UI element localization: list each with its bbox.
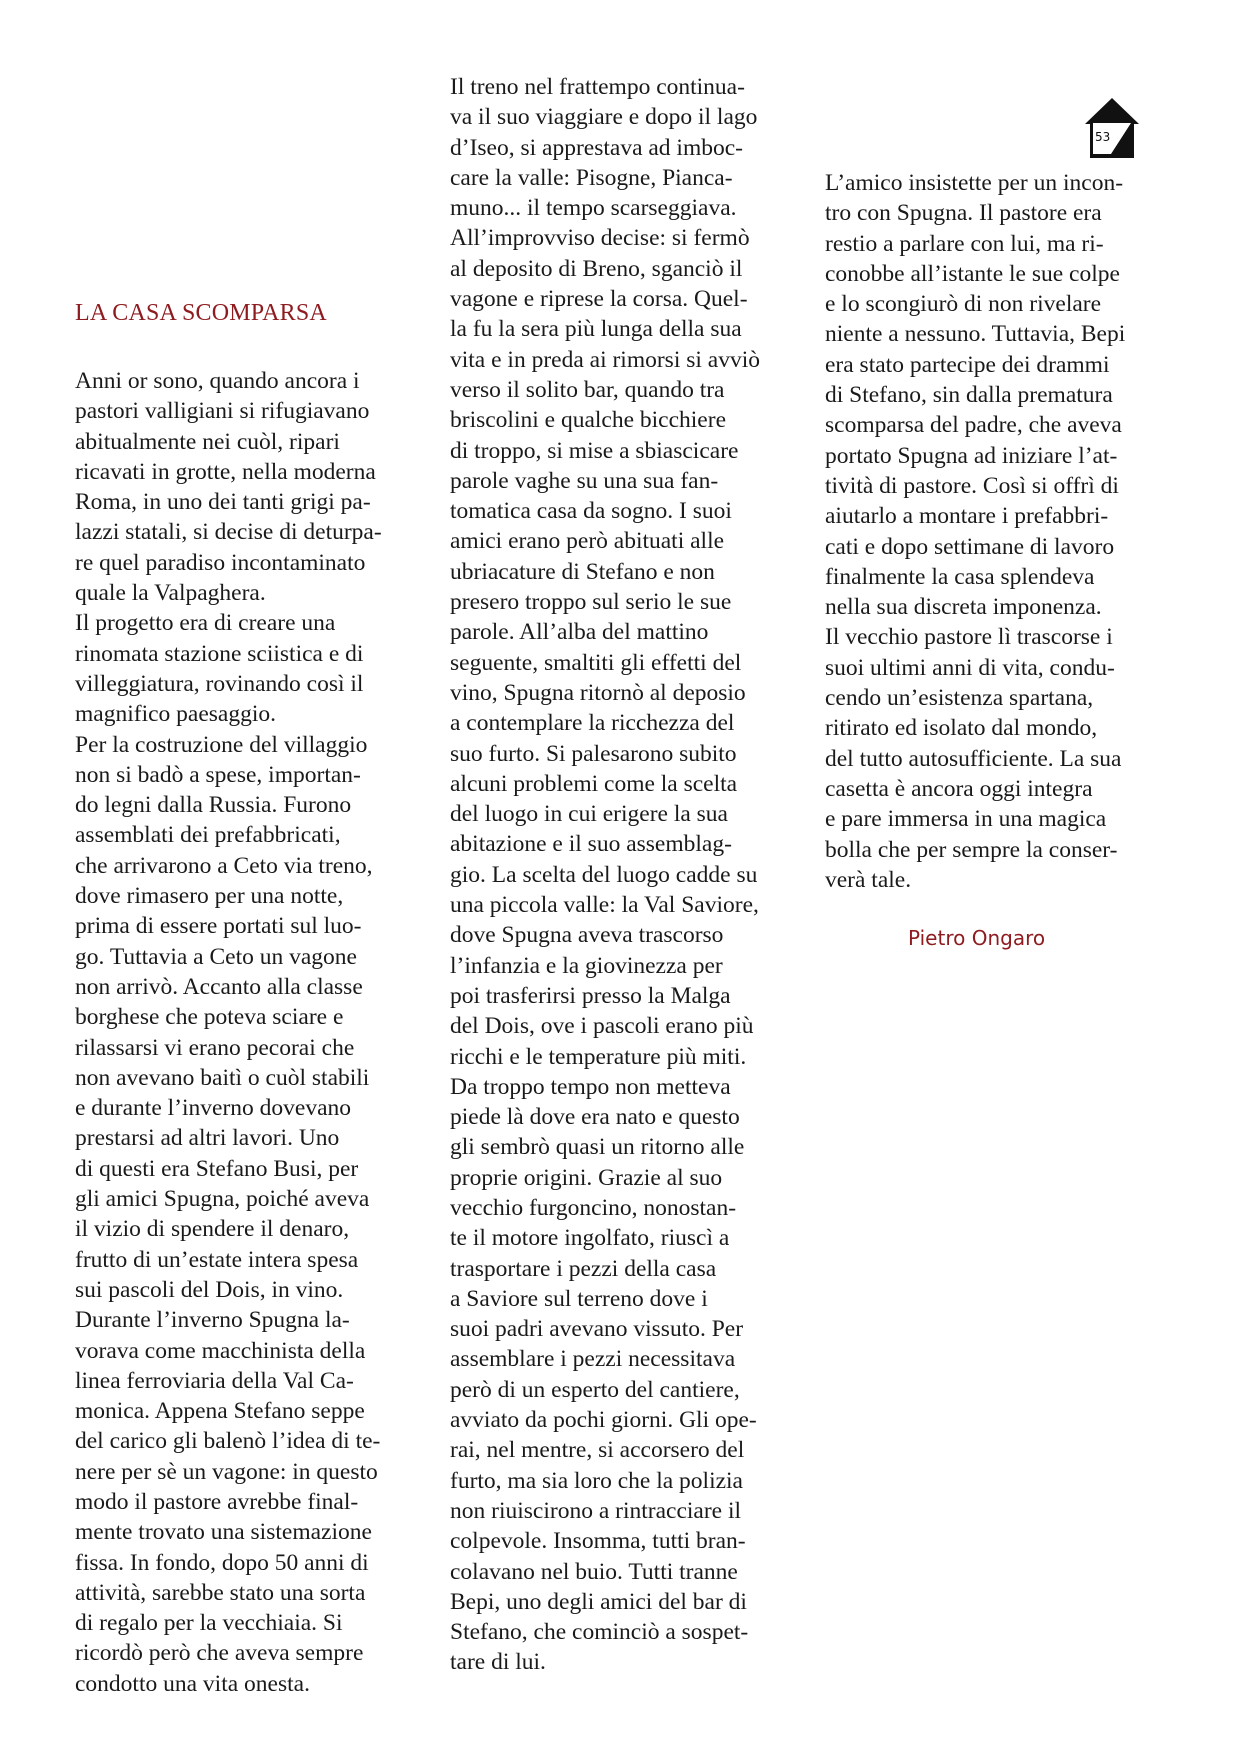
text-line: ricchi e le temperature più miti. bbox=[450, 1043, 747, 1070]
text-line: condotto una vita onesta. bbox=[75, 1670, 310, 1697]
text-line: restio a parlare con lui, ma ri- bbox=[825, 230, 1104, 257]
text-line: colpevole. Insomma, tutti bran- bbox=[450, 1528, 746, 1555]
text-line: finalmente la casa splendeva bbox=[825, 563, 1095, 590]
text-line: prestarsi ad altri lavori. Uno bbox=[75, 1125, 340, 1152]
text-line: gli amici Spugna, poiché aveva bbox=[75, 1186, 370, 1213]
text-line: ricordò però che aveva sempre bbox=[75, 1640, 364, 1667]
text-line: furto, ma sia loro che la polizia bbox=[450, 1467, 743, 1494]
text-line: Roma, in uno dei tanti grigi pa- bbox=[75, 489, 371, 516]
text-line: fissa. In fondo, dopo 50 anni di bbox=[75, 1549, 369, 1576]
text-line: di Stefano, sin dalla prematura bbox=[825, 382, 1113, 409]
text-line: cati e dopo settimane di lavoro bbox=[825, 533, 1115, 560]
text-line: al deposito di Breno, sganciò il bbox=[450, 255, 743, 282]
text-line: prima di essere portati sul luo- bbox=[75, 913, 362, 940]
text-line: nere per sè un vagone: in questo bbox=[75, 1458, 378, 1485]
text-line: del luogo in cui erigere la sua bbox=[450, 801, 728, 828]
text-line: scomparsa del padre, che aveva bbox=[825, 412, 1122, 439]
text-line: Stefano, che cominciò a sospet- bbox=[450, 1619, 749, 1646]
text-line: non avevano baitì o cuòl stabili bbox=[75, 1064, 370, 1091]
text-line: bolla che per sempre la conser- bbox=[825, 836, 1118, 863]
text-line: Per la costruzione del villaggio bbox=[75, 731, 368, 758]
text-line: L’amico insistette per un incon- bbox=[825, 170, 1124, 196]
text-line: parole vaghe su una sua fan- bbox=[450, 467, 719, 494]
text-line: a Saviore sul terreno dove i bbox=[450, 1285, 708, 1312]
article-title: LA CASA SCOMPARSA bbox=[75, 300, 327, 326]
text-line: borghese che poteva sciare e bbox=[75, 1004, 344, 1031]
text-line: abitualmente nei cuòl, ripari bbox=[75, 428, 340, 455]
text-line: tomatica casa da sogno. I suoi bbox=[450, 498, 732, 525]
text-line: piede là dove era nato e questo bbox=[450, 1104, 740, 1131]
text-line: Da troppo tempo non metteva bbox=[450, 1073, 731, 1100]
text-line: vecchio furgoncino, nonostan- bbox=[450, 1194, 737, 1221]
text-line: verso il solito bar, quando tra bbox=[450, 376, 725, 403]
text-line: del tutto autosufficiente. La sua bbox=[825, 745, 1122, 772]
text-line: magnifico paesaggio. bbox=[75, 701, 276, 728]
text-line: All’improvviso decise: si fermò bbox=[450, 225, 750, 252]
text-line: suoi padri avevano vissuto. Per bbox=[450, 1316, 744, 1343]
text-line: gio. La scelta del luogo cadde su bbox=[450, 861, 758, 888]
text-line: non riuiscirono a rintracciare il bbox=[450, 1497, 742, 1524]
text-line: vino, Spugna ritornò al deposio bbox=[450, 679, 746, 706]
text-line: non si badò a spese, importan- bbox=[75, 761, 361, 788]
text-line: mente trovato una sistemazione bbox=[75, 1519, 372, 1546]
text-line: non arrivò. Accanto alla classe bbox=[75, 973, 363, 1000]
page-number-badge bbox=[1084, 96, 1140, 160]
text-line: briscolini e qualche bicchiere bbox=[450, 407, 726, 434]
text-column-1 bbox=[75, 366, 382, 1699]
text-line: pastori valligiani si rifugiavano bbox=[75, 398, 370, 425]
text-line: a contemplare la ricchezza del bbox=[450, 710, 735, 737]
text-line: va il suo viaggiare e dopo il lago bbox=[450, 104, 758, 131]
text-line: dove Spugna aveva trascorso bbox=[450, 922, 724, 949]
text-line: muno... il tempo scarseggiava. bbox=[450, 195, 737, 222]
text-line: vita e in preda ai rimorsi si avviò bbox=[450, 346, 760, 373]
text-line: conobbe all’istante le sue colpe bbox=[825, 260, 1120, 287]
text-line: che arrivarono a Ceto via treno, bbox=[75, 852, 373, 879]
text-line: e pare immersa in una magica bbox=[825, 806, 1107, 833]
text-line: Anni or sono, quando ancora i bbox=[75, 368, 360, 394]
text-line: Il progetto era di creare una bbox=[75, 610, 336, 637]
text-line: gli sembrò quasi un ritorno alle bbox=[450, 1134, 745, 1161]
text-line: del Dois, ove i pascoli erano più bbox=[450, 1013, 754, 1040]
text-line: e lo scongiurò di non rivelare bbox=[825, 291, 1102, 318]
text-line: alcuni problemi come la scelta bbox=[450, 770, 738, 797]
text-line: quale la Valpaghera. bbox=[75, 580, 266, 607]
text-line: seguente, smaltiti gli effetti del bbox=[450, 649, 742, 676]
text-line: niente a nessuno. Tuttavia, Bepi bbox=[825, 321, 1126, 348]
text-line: ricavati in grotte, nella moderna bbox=[75, 458, 376, 485]
text-column-3 bbox=[825, 168, 1125, 895]
text-line: dove rimasero per una notte, bbox=[75, 883, 344, 910]
text-line: suo furto. Si palesarono subito bbox=[450, 740, 737, 767]
text-line: poi trasferirsi presso la Malga bbox=[450, 982, 731, 1009]
text-line: parole. All’alba del mattino bbox=[450, 619, 709, 646]
text-line: una piccola valle: la Val Saviore, bbox=[450, 892, 759, 919]
text-line: Il vecchio pastore lì trascorse i bbox=[825, 624, 1113, 651]
author-name: Pietro Ongaro bbox=[908, 926, 1046, 950]
text-line: abitazione e il suo assemblag- bbox=[450, 831, 732, 858]
text-line: trasportare i pezzi della casa bbox=[450, 1255, 717, 1282]
text-line: e durante l’inverno dovevano bbox=[75, 1095, 352, 1122]
text-line: aiutarlo a montare i prefabbri- bbox=[825, 503, 1109, 530]
text-line: Bepi, uno degli amici del bar di bbox=[450, 1588, 747, 1615]
text-line: il vizio di spendere il denaro, bbox=[75, 1216, 350, 1243]
text-line: rilassarsi vi erano pecorai che bbox=[75, 1034, 355, 1061]
text-line: do legni dalla Russia. Furono bbox=[75, 792, 352, 819]
text-line: assemblati dei prefabbricati, bbox=[75, 822, 341, 849]
text-line: nella sua discreta imponenza. bbox=[825, 594, 1102, 621]
text-line: era stato partecipe dei drammi bbox=[825, 351, 1110, 378]
text-line: linea ferroviaria della Val Ca- bbox=[75, 1367, 354, 1394]
text-line: verà tale. bbox=[825, 866, 912, 893]
text-line: di regalo per la vecchiaia. Si bbox=[75, 1610, 343, 1637]
text-line: amici erano però abituati alle bbox=[450, 528, 725, 555]
text-line: rai, nel mentre, si accorsero del bbox=[450, 1437, 745, 1464]
text-line: casetta è ancora oggi integra bbox=[825, 775, 1093, 802]
text-line: care la valle: Pisogne, Pianca- bbox=[450, 164, 733, 191]
text-line: ubriacature di Stefano e non bbox=[450, 558, 715, 585]
text-line: la fu la sera più lunga della sua bbox=[450, 316, 742, 343]
text-line: presero troppo sul serio le sue bbox=[450, 589, 732, 616]
text-line: cendo un’esistenza spartana, bbox=[825, 685, 1094, 712]
text-line: ritirato ed isolato dal mondo, bbox=[825, 715, 1098, 742]
text-line: proprie origini. Grazie al suo bbox=[450, 1164, 723, 1191]
text-line: lazzi statali, si decise di deturpa- bbox=[75, 519, 382, 546]
text-line: tività di pastore. Così si offrì di bbox=[825, 472, 1119, 499]
text-line: sui pascoli del Dois, in vino. bbox=[75, 1276, 344, 1303]
text-line: tro con Spugna. Il pastore era bbox=[825, 200, 1102, 227]
text-line: attività, sarebbe stato una sorta bbox=[75, 1579, 366, 1606]
text-line: re quel paradiso incontaminato bbox=[75, 549, 366, 576]
text-line: però di un esperto del cantiere, bbox=[450, 1376, 740, 1403]
text-line: di troppo, si mise a sbiascicare bbox=[450, 437, 739, 464]
text-line: Durante l’inverno Spugna la- bbox=[75, 1307, 350, 1334]
text-line: Il treno nel frattempo continua- bbox=[450, 74, 745, 100]
text-line: go. Tuttavia a Ceto un vagone bbox=[75, 943, 357, 970]
text-line: vorava come macchinista della bbox=[75, 1337, 366, 1364]
text-line: del carico gli balenò l’idea di te- bbox=[75, 1428, 381, 1455]
text-line: d’Iseo, si apprestava ad imboc- bbox=[450, 134, 743, 161]
page-number: 53 bbox=[1095, 130, 1111, 144]
text-line: colavano nel buio. Tutti tranne bbox=[450, 1558, 738, 1585]
text-line: l’infanzia e la giovinezza per bbox=[450, 952, 723, 979]
text-line: rinomata stazione sciistica e di bbox=[75, 640, 364, 667]
house-icon bbox=[1084, 96, 1140, 160]
text-line: monica. Appena Stefano seppe bbox=[75, 1398, 365, 1425]
text-line: te il motore ingolfato, riuscì a bbox=[450, 1225, 730, 1252]
text-line: portato Spugna ad iniziare l’at- bbox=[825, 442, 1118, 469]
text-line: villeggiatura, rovinando così il bbox=[75, 670, 364, 697]
text-line: modo il pastore avrebbe final- bbox=[75, 1488, 359, 1515]
text-line: avviato da pochi giorni. Gli ope- bbox=[450, 1407, 757, 1434]
text-line: assemblare i pezzi necessitava bbox=[450, 1346, 736, 1373]
text-column-2 bbox=[450, 72, 760, 1678]
text-line: di questi era Stefano Busi, per bbox=[75, 1155, 359, 1182]
text-line: vagone e riprese la corsa. Quel- bbox=[450, 286, 748, 313]
text-line: tare di lui. bbox=[450, 1649, 546, 1676]
text-line: frutto di un’estate intera spesa bbox=[75, 1246, 359, 1273]
text-line: suoi ultimi anni di vita, condu- bbox=[825, 654, 1115, 681]
